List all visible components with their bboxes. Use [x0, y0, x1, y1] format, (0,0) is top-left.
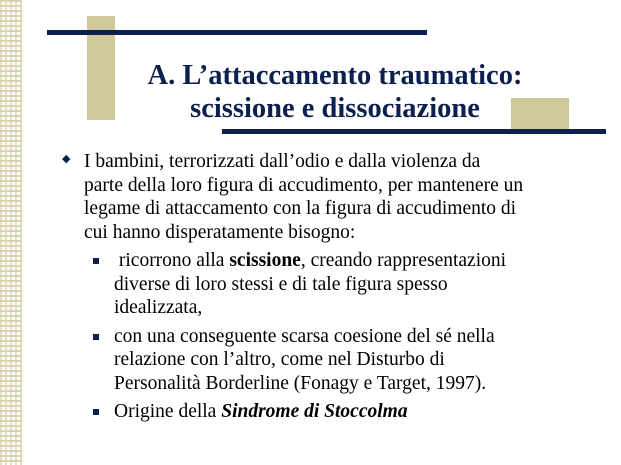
sub-bullet-line [114, 400, 602, 424]
sub-bullet-stoccolma [62, 400, 602, 424]
main-bullet [62, 150, 602, 244]
main-bullet-line: parte della loro figura di accudimento, per mantenere un [84, 174, 524, 196]
decorative-bar-top [47, 30, 427, 35]
diamond-bullet-icon: ◆ [62, 153, 71, 165]
sub-bullet-line: diverse di loro stessi e di tale figura spesso [114, 273, 448, 295]
sub-bullet-scissione [62, 249, 602, 320]
sub-bullet-line: relazione con l’altro, come nel Disturbo di [114, 349, 445, 370]
main-bullet-line: I bambini, terrorizzati dall’odio e dalla violenza da [84, 151, 481, 172]
square-bullet-icon [93, 334, 99, 340]
sub-bullet-list [62, 249, 602, 424]
sub-bullet-text: ricorrono alla [114, 250, 230, 271]
title-line-1: A. L’attaccamento traumatico: [147, 60, 523, 91]
sub-bullet-line: idealizzata, [114, 297, 203, 318]
slide-content [62, 150, 602, 429]
sub-bullet-text: Origine della [114, 401, 222, 422]
main-bullet-line: legame di attaccamento con la figura di accudimento di [84, 198, 517, 219]
sub-bullet-line [114, 249, 602, 273]
sub-bullet-line: Personalità Borderline (Fonagy e Target, 1997). [114, 372, 487, 394]
bold-term-scissione: scissione [229, 250, 301, 271]
sub-bullet-line: con una conseguente scarsa coesione del sé nella [114, 325, 495, 347]
title-line-2: scissione e dissociazione [190, 93, 480, 124]
decorative-bar-bottom [222, 129, 606, 134]
checkered-side-strip [0, 0, 22, 465]
sub-bullet-coesione [62, 325, 602, 396]
main-bullet-line: cui hanno disperatamente bisogno: [84, 221, 356, 243]
bold-italic-term-stoccolma: Sindrome di Stoccolma [221, 401, 408, 422]
square-bullet-icon [93, 258, 99, 264]
square-bullet-icon [93, 409, 99, 415]
slide-title [100, 59, 570, 125]
sub-bullet-text: , creando rappresentazioni [300, 250, 507, 271]
